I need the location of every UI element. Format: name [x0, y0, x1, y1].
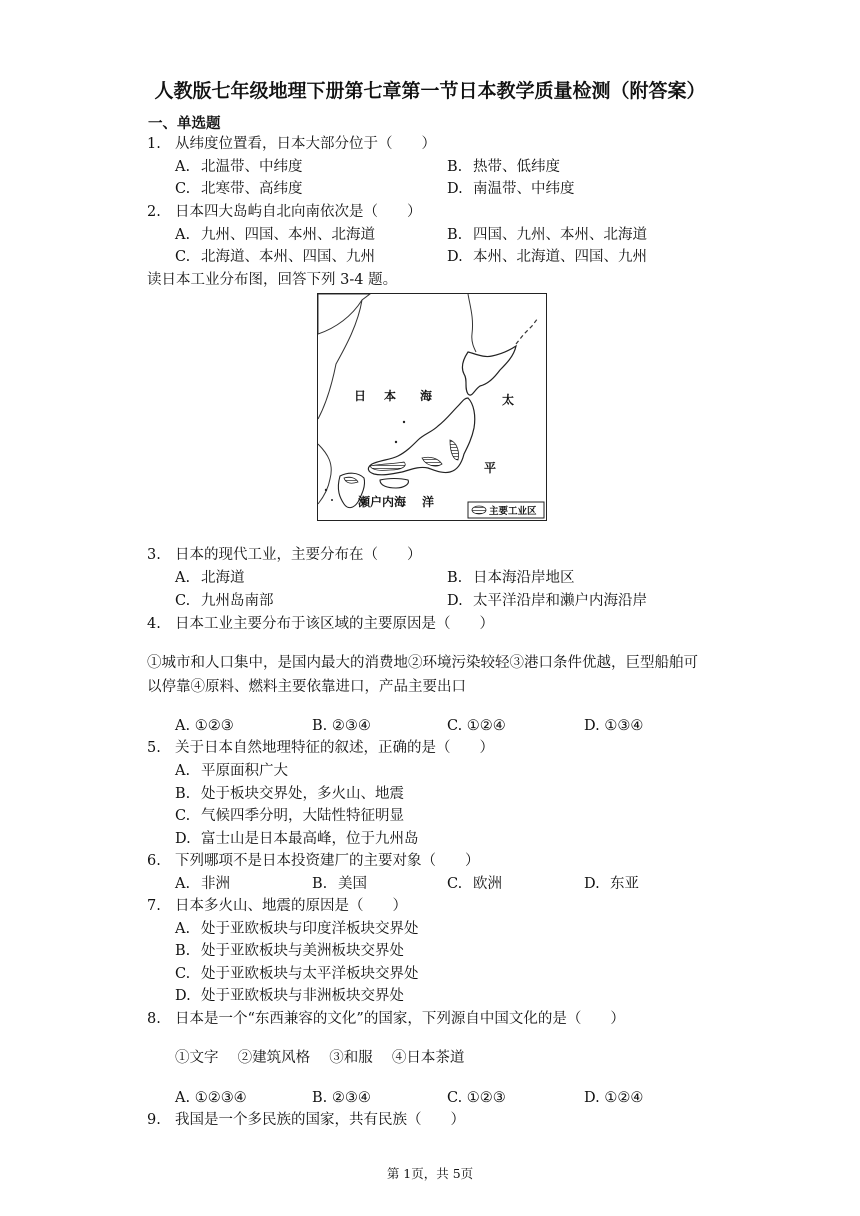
q1-option-c-letter: C. — [175, 181, 191, 197]
q3-option-c-letter: C. — [175, 593, 191, 609]
q5-option-d-text: 富士山是日本最高峰，位于九州岛 — [201, 831, 419, 847]
q1-option-b[interactable] — [447, 157, 560, 177]
q7-option-c[interactable] — [175, 964, 419, 984]
q3-option-a-letter: A. — [175, 570, 191, 586]
q7-option-c-letter: C. — [175, 966, 191, 982]
island-dot — [403, 421, 405, 423]
q3-option-d-text: 太平洋沿岸和濑户内海沿岸 — [473, 593, 647, 609]
question-4-number: 4. — [147, 616, 161, 632]
q6-option-c-letter: C. — [447, 876, 463, 892]
q5-option-c-text: 气候四季分明，大陆性特征明显 — [201, 808, 404, 824]
kuril-islands — [516, 318, 538, 344]
q7-option-d[interactable] — [175, 986, 404, 1006]
page-title: 人教版七年级地理下册第七章第一节日本教学质量检测（附答案） — [154, 80, 706, 102]
q1-option-d-text: 南温带、中纬度 — [473, 181, 575, 197]
page-footer: 第 1页，共 5页 — [386, 1166, 474, 1181]
q1-option-a[interactable] — [175, 157, 303, 177]
question-7-number: 7. — [147, 898, 161, 914]
q7-option-a-text: 处于亚欧板块与印度洋板块交界处 — [201, 921, 419, 937]
q3-option-b[interactable] — [447, 568, 575, 588]
q8-option-c[interactable]: C. ①②③ — [447, 1090, 506, 1106]
map-label-yang: 洋 — [422, 495, 435, 509]
question-7-text: 日本多火山、地震的原因是（ ） — [175, 898, 407, 914]
honshu-island — [368, 398, 474, 475]
q2-option-b[interactable] — [447, 225, 647, 245]
q5-option-b[interactable] — [175, 784, 404, 804]
island-dot — [325, 489, 327, 491]
q2-option-c[interactable] — [175, 247, 375, 267]
map-label-ping: 平 — [484, 461, 497, 475]
map-label-seto-inland-sea: 瀬户内海 — [358, 495, 407, 509]
q6-option-a-letter: A. — [175, 876, 191, 892]
question-8-stem: ①文字 ②建筑风格 ③和服 ④日本茶道 — [175, 1050, 465, 1066]
q1-option-d-letter: D. — [447, 181, 463, 197]
q4-option-c[interactable]: C. ①②④ — [447, 718, 506, 734]
q7-option-b-text: 处于亚欧板块与美洲板块交界处 — [201, 943, 404, 959]
q1-option-a-text: 北温带、中纬度 — [201, 159, 303, 175]
q7-option-a-letter: A. — [175, 921, 191, 937]
question-6-text: 下列哪项不是日本投资建厂的主要对象（ ） — [175, 853, 480, 869]
intro-3-4: 读日本工业分布图，回答下列 3-4 题。 — [147, 272, 398, 288]
map-label-ben: 本 — [384, 389, 397, 403]
q3-option-b-letter: B. — [447, 570, 463, 586]
q3-option-d[interactable] — [447, 591, 647, 611]
q5-option-b-text: 处于板块交界处，多火山、地震 — [201, 786, 404, 802]
question-1-text: 从纬度位置看，日本大部分位于（ ） — [175, 136, 436, 152]
question-2-text: 日本四大岛屿自北向南依次是（ ） — [175, 204, 422, 220]
island-dot — [331, 499, 333, 501]
question-5-text: 关于日本自然地理特征的叙述，正确的是（ ） — [175, 740, 494, 756]
q2-option-b-text: 四国、九州、本州、北海道 — [473, 227, 647, 243]
q7-option-b-letter: B. — [175, 943, 191, 959]
q6-option-b-text: 美国 — [338, 876, 367, 892]
q1-option-b-text: 热带、低纬度 — [473, 159, 560, 175]
question-1-number: 1. — [147, 136, 161, 152]
q5-option-c-letter: C. — [175, 808, 191, 824]
q2-option-b-letter: B. — [447, 227, 463, 243]
q6-option-b-letter: B. — [312, 876, 328, 892]
q3-option-d-letter: D. — [447, 593, 463, 609]
question-8-text: 日本是一个“东西兼容的文化”的国家，下列源自中国文化的是（ ） — [175, 1011, 625, 1027]
legend-label: 主要工业区 — [489, 506, 537, 517]
q2-option-c-text: 北海道、本州、四国、九州 — [201, 249, 375, 265]
q3-option-c-text: 九州岛南部 — [201, 593, 274, 609]
q6-option-b[interactable] — [312, 874, 367, 894]
q2-option-d[interactable] — [447, 247, 647, 267]
q7-option-d-letter: D. — [175, 988, 191, 1004]
question-2-number: 2. — [147, 204, 161, 220]
q2-option-c-letter: C. — [175, 249, 191, 265]
q6-option-a[interactable] — [175, 874, 230, 894]
mainland-coast-north — [318, 294, 370, 334]
q4-option-d[interactable]: D. ①③④ — [584, 718, 644, 734]
q6-option-c[interactable] — [447, 874, 502, 894]
q5-option-a-text: 平原面积广大 — [201, 763, 288, 779]
question-3-number: 3. — [147, 547, 161, 563]
q3-option-b-text: 日本海沿岸地区 — [473, 570, 575, 586]
question-3-text: 日本的现代工业，主要分布在（ ） — [175, 547, 422, 563]
q1-option-c[interactable] — [175, 179, 303, 199]
legend-hatch-icon — [472, 506, 486, 514]
q8-option-d[interactable]: D. ①②④ — [584, 1090, 644, 1106]
q2-option-d-text: 本州、北海道、四国、九州 — [473, 249, 647, 265]
q1-option-b-letter: B. — [447, 159, 463, 175]
hokkaido-island — [462, 346, 516, 395]
q1-option-c-text: 北寒带、高纬度 — [201, 181, 303, 197]
q8-option-b[interactable]: B. ②③④ — [312, 1090, 371, 1106]
q5-option-c[interactable] — [175, 806, 404, 826]
q5-option-b-letter: B. — [175, 786, 191, 802]
q5-option-d-letter: D. — [175, 831, 191, 847]
question-9-number: 9. — [147, 1112, 161, 1128]
q2-option-d-letter: D. — [447, 249, 463, 265]
question-5-number: 5. — [147, 740, 161, 756]
q1-option-d[interactable] — [447, 179, 575, 199]
q6-option-d-text: 东亚 — [610, 876, 639, 892]
q2-option-a[interactable] — [175, 225, 375, 245]
q8-option-a[interactable]: A. ①②③④ — [175, 1090, 247, 1106]
question-8-number: 8. — [147, 1011, 161, 1027]
q6-option-d[interactable] — [584, 874, 639, 894]
map-label-hai: 海 — [420, 389, 433, 403]
q5-option-a[interactable] — [175, 761, 288, 781]
q2-option-a-text: 九州、四国、本州、北海道 — [201, 227, 375, 243]
q3-option-a-text: 北海道 — [201, 570, 245, 586]
map-label-ri: 日 — [354, 389, 367, 403]
q4-option-b[interactable]: B. ②③④ — [312, 718, 371, 734]
shikoku-island — [380, 479, 408, 489]
island-dot — [395, 441, 397, 443]
q7-option-a[interactable] — [175, 919, 419, 939]
sakhalin-coast — [468, 294, 476, 352]
q3-option-a[interactable] — [175, 568, 245, 588]
question-6-number: 6. — [147, 853, 161, 869]
q3-option-c[interactable] — [175, 591, 274, 611]
q6-option-a-text: 非洲 — [201, 876, 230, 892]
q4-option-a[interactable]: A. ①②③ — [175, 718, 234, 734]
section-heading: 一、单选题 — [148, 116, 221, 132]
q7-option-b[interactable] — [175, 941, 404, 961]
q5-option-d[interactable] — [175, 829, 419, 849]
q7-option-d-text: 处于亚欧板块与非洲板块交界处 — [201, 988, 404, 1004]
korea-coast — [318, 444, 331, 504]
question-4-stem: ①城市和人口集中，是国内最大的消费地②环境污染较轻③港口条件优越，巨型船舶可以停靠④原料、燃料主要依靠进口，产品主要出口 — [147, 655, 698, 695]
japan-industry-map — [317, 293, 547, 521]
map-label-tai: 太 — [502, 393, 515, 407]
q6-option-c-text: 欧洲 — [473, 876, 502, 892]
q5-option-a-letter: A. — [175, 763, 191, 779]
q1-option-a-letter: A. — [175, 159, 191, 175]
q7-option-c-text: 处于亚欧板块与太平洋板块交界处 — [201, 966, 419, 982]
q2-option-a-letter: A. — [175, 227, 191, 243]
question-4-text: 日本工业主要分布于该区域的主要原因是（ ） — [175, 616, 494, 632]
question-9-text: 我国是一个多民族的国家，共有民族（ ） — [175, 1112, 465, 1128]
q6-option-d-letter: D. — [584, 876, 600, 892]
